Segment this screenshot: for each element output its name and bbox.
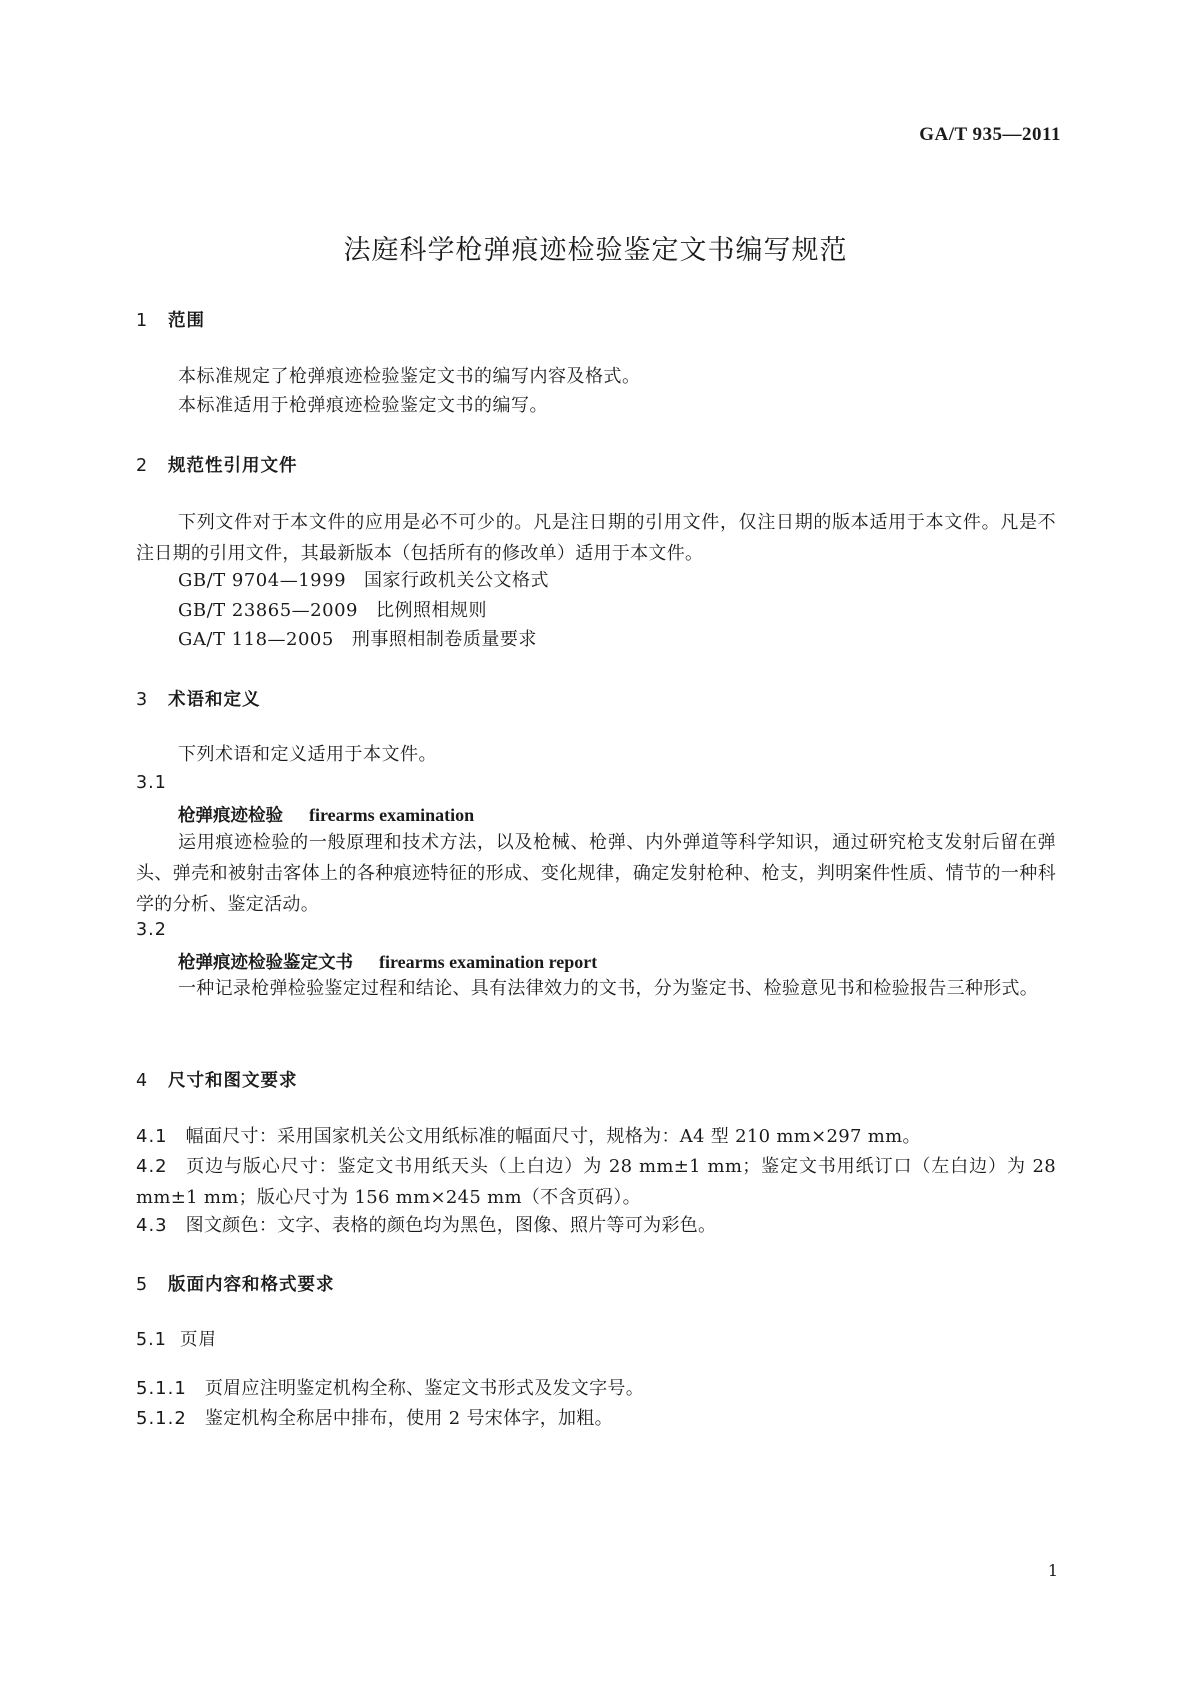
clause-number: 5.1.2 [136,1408,187,1429]
reference-code: GB/T 9704—1999 [178,570,347,591]
term-en: firearms examination report [379,952,598,972]
section-3-heading [136,686,261,711]
reference-item [178,566,549,596]
subsection-5-1-heading [136,1326,217,1351]
clause-text: 图文颜色：文字、表格的颜色均为黑色，图像、照片等可为彩色。 [185,1215,717,1236]
reference-item [178,625,537,655]
clause-text: 页眉应注明鉴定机构全称、鉴定文书形式及发文字号。 [204,1378,645,1399]
reference-name: 刑事照相制卷质量要求 [351,629,537,650]
page-number: 1 [1047,1561,1058,1580]
reference-code: GA/T 118—2005 [178,629,334,650]
term-zh: 枪弹痕迹检验鉴定文书 [178,953,353,973]
paragraph: 下列文件对于本文件的应用是必不可少的。凡是注日期的引用文件，仅注日期的版本适用于本文件。凡是不注日期的引用文件，其最新版本（包括所有的修改单）适用于本文件。 [136,512,1056,564]
section-4-heading [136,1067,298,1092]
section-1-heading [136,307,205,332]
clause-number: 4.2 [136,1156,168,1177]
standard-code: GA/T 935—2011 [919,124,1061,145]
term-number: 3.1 [136,773,167,793]
clause-item [136,1121,1056,1152]
clause-item [136,1151,1056,1213]
section-2-heading [136,452,298,477]
paragraph: 本标准规定了枪弹痕迹检验鉴定文书的编写内容及格式。 [178,366,641,387]
clause-item [136,1373,1056,1404]
subsection-number: 5.1 [136,1330,167,1350]
section-number: 1 [136,311,149,331]
clause-number: 5.1.1 [136,1378,187,1399]
subsection-title: 页眉 [180,1330,217,1350]
term-definition: 运用痕迹检验的一般原理和技术方法，以及枪械、枪弹、内外弹道等科学知识，通过研究枪支发射后留在弹头、弹壳和被射击客体上的各种痕迹特征的形成、变化规律，确定发射枪种、枪支，判明案件性质、情节的一种科学的分析、鉴定活动。 [136,832,1056,915]
clause-text: 幅面尺寸：采用国家机关公文用纸标准的幅面尺寸，规格为：A4 型 210 mm×297 mm。 [185,1126,921,1147]
clause-item [136,1403,1056,1434]
section-number: 2 [136,456,149,476]
term-heading [178,802,474,827]
term-zh: 枪弹痕迹检验 [178,806,283,826]
paragraph: 下列术语和定义适用于本文件。 [178,744,437,765]
clause-number: 4.1 [136,1126,168,1147]
document-title: 法庭科学枪弹痕迹检验鉴定文书编写规范 [343,235,848,266]
clause-text: 鉴定机构全称居中排布，使用 2 号宋体字，加粗。 [204,1408,613,1429]
section-title: 术语和定义 [168,690,261,710]
paragraph: 本标准适用于枪弹痕迹检验鉴定文书的编写。 [178,395,548,416]
section-5-heading [136,1271,335,1296]
section-title: 规范性引用文件 [168,456,298,476]
term-en: firearms examination [309,805,475,825]
term-heading [178,949,597,974]
reference-name: 国家行政机关公文格式 [364,570,550,591]
term-number: 3.2 [136,920,167,940]
reference-item [178,596,487,626]
clause-number: 4.3 [136,1215,168,1236]
section-title: 范围 [168,311,205,331]
clause-text: 页边与版心尺寸：鉴定文书用纸天头（上白边）为 28 mm±1 mm；鉴定文书用纸订口（左白边）为 28 mm±1 mm；版心尺寸为 156 mm×245 mm（不含页码）。 [136,1156,1056,1208]
section-number: 4 [136,1071,149,1091]
reference-name: 比例照相规则 [375,600,487,621]
section-number: 5 [136,1275,149,1295]
section-title: 尺寸和图文要求 [168,1071,298,1091]
term-definition: 一种记录枪弹检验鉴定过程和结论、具有法律效力的文书，分为鉴定书、检验意见书和检验报告三种形式。 [178,978,1039,999]
clause-item [136,1210,1056,1241]
section-title: 版面内容和格式要求 [168,1275,335,1295]
reference-code: GB/T 23865—2009 [178,600,358,621]
section-number: 3 [136,690,149,710]
